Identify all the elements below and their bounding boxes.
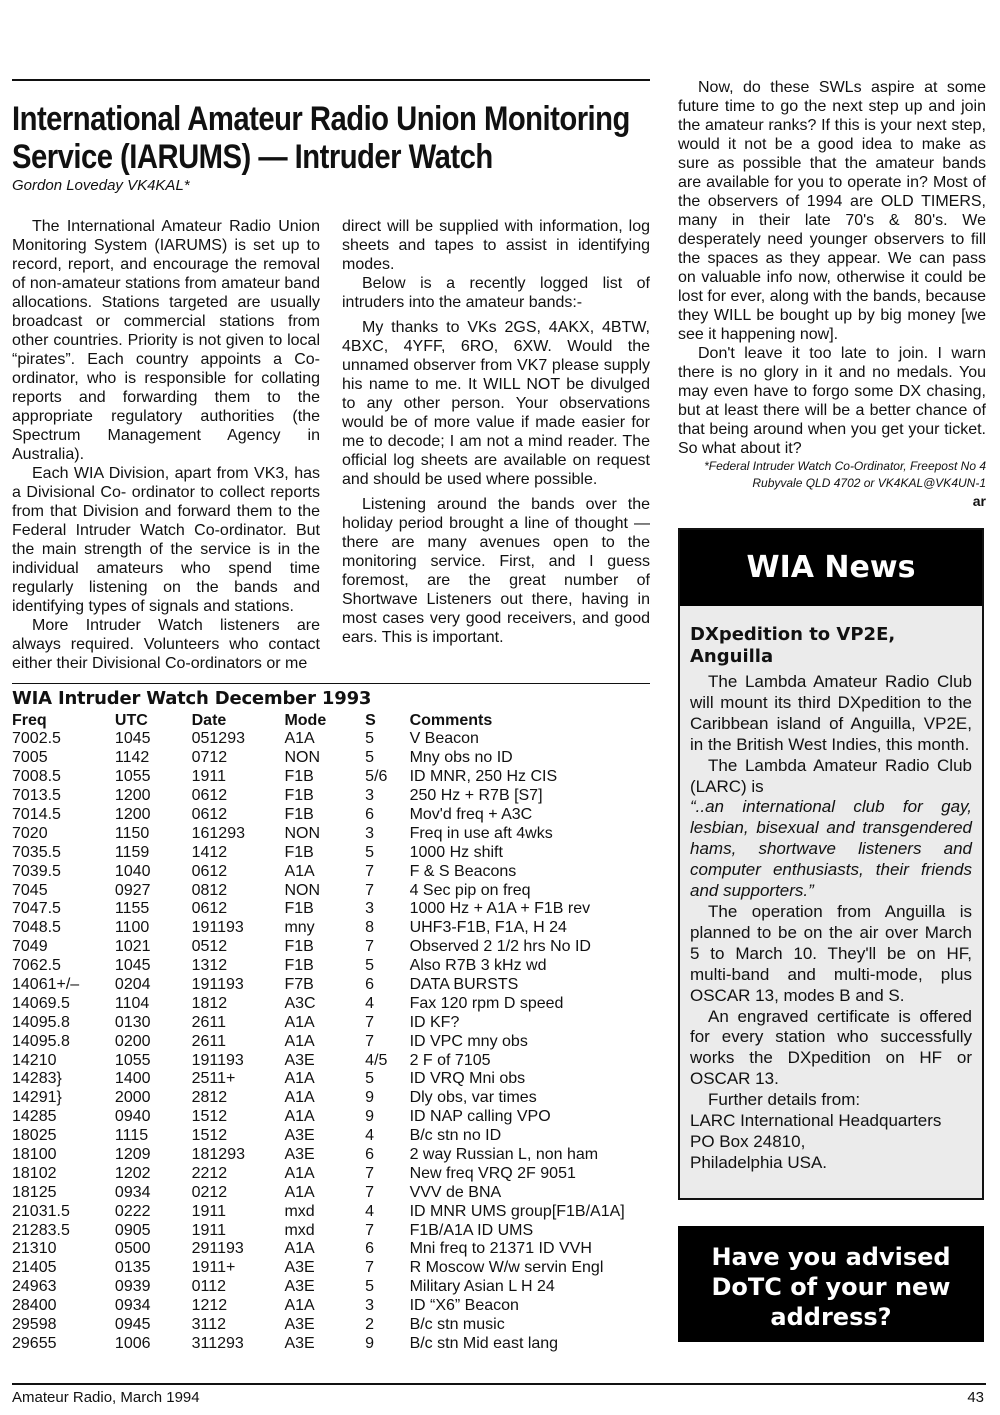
address-line: LARC International Headquarters: [690, 1111, 942, 1131]
cell-date: 0512: [191, 938, 228, 956]
news-headline-line2: Anguilla: [690, 646, 774, 667]
cell-freq: 14291}: [12, 1089, 62, 1107]
cell-mode: mny: [284, 919, 315, 937]
article-column-2: [342, 217, 650, 647]
cell-s: 3: [365, 900, 375, 918]
cell-utc: 1021: [114, 938, 151, 956]
table-row: [12, 1335, 672, 1354]
footer-rule: [12, 1383, 986, 1385]
cell-comments: Mny obs no ID: [409, 749, 513, 767]
news-header: WIA News: [680, 530, 982, 606]
cell-comments: 1000 Hz shift: [409, 843, 503, 861]
cell-s: 7: [365, 1259, 375, 1277]
cell-mode: F7B: [284, 976, 314, 994]
cell-mode: A1A: [284, 1032, 315, 1050]
cell-mode: A3E: [284, 1316, 315, 1334]
cell-date: 291193: [191, 1240, 244, 1258]
cell-comments: Mov'd freq + A3C: [409, 806, 533, 823]
cell-date: 1212: [191, 1297, 228, 1315]
cell-comments: Mni freq to 21371 ID VVH: [409, 1240, 592, 1258]
cell-mode: A1A: [284, 1013, 315, 1031]
cell-utc: 1155: [114, 900, 150, 918]
cell-mode: NON: [284, 881, 321, 899]
cell-utc: 1006: [114, 1334, 151, 1352]
cell-mode: A1A: [284, 730, 315, 748]
cell-date: 1512: [191, 1127, 228, 1145]
cell-utc: 0940: [114, 1108, 151, 1126]
cell-utc: 1045: [114, 957, 151, 975]
cell-comments: Also R7B 3 kHz wd: [409, 957, 547, 975]
cell-s: 7: [365, 1013, 375, 1031]
cell-comments: ID MNR, 250 Hz CIS: [409, 768, 558, 786]
cell-comments: ID KF?: [409, 1013, 460, 1031]
address-line: Philadelphia USA.: [690, 1152, 828, 1172]
table-row: [12, 1221, 672, 1240]
address-change-notice: [678, 1226, 984, 1342]
cell-date: 0212: [191, 1183, 228, 1201]
paragraph: direct will be supplied with information, log sheets and tapes to assist in identifying modes.: [342, 218, 650, 273]
cell-s: 3: [365, 787, 375, 805]
cell-comments: UHF3-F1B, F1A, H 24: [409, 919, 567, 937]
cell-s: 6: [365, 1146, 375, 1164]
table-row: [12, 976, 672, 995]
cell-comments: ID VRQ Mni obs: [409, 1070, 526, 1088]
cell-mode: F1B: [284, 938, 314, 956]
cell-mode: mxd: [284, 1221, 315, 1239]
cell-date: 1312: [191, 957, 228, 975]
paragraph: My thanks to VKs 2GS, 4AKX, 4BTW, 4BXC, 4YFF, 6RO, 6XW. Would the unnamed observer from VK7 please supply his name to me. It WILL NOT be divulged to any other person. Your observations would be of more value if made easier for me to decode; I am not a mind reader. The official log sheets are available on request and should be used where possible.: [342, 319, 650, 488]
table-row: [12, 1051, 672, 1070]
cell-mode: F1B: [284, 957, 314, 975]
cell-utc: 1209: [114, 1146, 151, 1164]
cell-mode: A3C: [284, 994, 316, 1012]
cell-comments: ID NAP calling VPO: [409, 1108, 551, 1126]
paragraph: An engraved certificate is offered for every station who successfully works the DXpedition on HF or OSCAR 13.: [690, 1006, 972, 1089]
table-row: [12, 1297, 672, 1316]
table-row: [12, 862, 672, 881]
table-row: [12, 1240, 672, 1259]
cell-freq: 18102: [12, 1164, 57, 1182]
cell-date: 2212: [191, 1164, 228, 1182]
cell-utc: 0130: [114, 1013, 151, 1031]
quote: “..an international club for gay, lesbian, bisexual and transgendered hams, shortwave listeners and computer enthusiasts, their friends and supporters.”: [690, 797, 972, 901]
cell-comments: 2 F of 7105: [409, 1051, 491, 1069]
cell-date: 2611: [191, 1032, 227, 1050]
cell-s: 6: [365, 976, 375, 994]
cell-freq: 7008.5: [12, 768, 61, 786]
table-row: [12, 1202, 672, 1221]
cell-date: 1911: [191, 1202, 227, 1220]
cell-freq: 21283.5: [12, 1221, 70, 1239]
cell-date: 191193: [191, 976, 244, 994]
cell-freq: 7047.5: [12, 900, 61, 918]
cell-utc: 0500: [114, 1240, 151, 1258]
cell-mode: A1A: [284, 1240, 315, 1258]
cell-s: 9: [365, 1089, 375, 1107]
cell-freq: 14210: [12, 1051, 57, 1069]
cell-date: 1812: [191, 994, 228, 1012]
cell-s: 9: [365, 1334, 375, 1352]
table-row: [12, 1127, 672, 1146]
table-row: [12, 1278, 672, 1297]
cell-date: 051293: [191, 730, 245, 748]
article-author: Gordon Loveday VK4KAL*: [12, 177, 190, 194]
cell-freq: 14095.8: [12, 1013, 70, 1031]
cell-date: 1512: [191, 1108, 228, 1126]
notice-line3: address?: [770, 1303, 892, 1331]
table-row: [12, 749, 672, 768]
cell-freq: 14283}: [12, 1070, 62, 1088]
cell-mode: F1B: [284, 768, 314, 786]
table-row: [12, 768, 672, 787]
cell-mode: A3E: [284, 1259, 315, 1277]
cell-comments: V Beacon: [409, 730, 479, 748]
cell-freq: 14061+/–: [12, 976, 80, 994]
cell-s: 6: [365, 1240, 375, 1258]
paragraph: The operation from Anguilla is planned to be on the air over March 5 to March 10. They'll be on HF, multi-band and multi-mode, plus OSCAR 13, modes B and S.: [690, 901, 972, 1005]
cell-freq: 7049: [12, 938, 48, 956]
cell-s: 4/5: [365, 1051, 388, 1069]
cell-s: 8: [365, 919, 375, 937]
news-headline-line1: DXpedition to VP2E,: [690, 624, 896, 645]
cell-freq: 21310: [12, 1240, 57, 1258]
cell-freq: 29655: [12, 1334, 57, 1352]
cell-utc: 1055: [114, 768, 151, 786]
table-row: [12, 1146, 672, 1165]
page-number: 43: [967, 1389, 984, 1406]
paragraph: The Lambda Amateur Radio Club will mount its third DXpedition to the Caribbean island of Anguilla, VP2E, in the British West Indies, this month.: [690, 672, 972, 754]
cell-date: 0612: [191, 900, 228, 918]
cell-s: 5: [365, 957, 375, 975]
cell-s: 4: [365, 994, 375, 1012]
cell-s: 5: [365, 1278, 375, 1296]
cell-s: 7: [365, 938, 375, 956]
cell-date: 2511+: [191, 1070, 236, 1088]
cell-mode: A3E: [284, 1146, 315, 1164]
table-row: [12, 1259, 672, 1278]
article-title-line1: International Amateur Radio Union Monitoring: [12, 100, 630, 138]
cell-date: 161293: [191, 824, 245, 842]
table-row: [12, 1070, 672, 1089]
cell-freq: 18125: [12, 1183, 57, 1201]
paragraph: The Lambda Amateur Radio Club (LARC) is: [690, 755, 972, 796]
top-rule: [12, 79, 650, 81]
cell-utc: 1200: [114, 787, 151, 805]
cell-utc: 1400: [114, 1070, 151, 1088]
header-comments: Comments: [409, 711, 493, 729]
cell-mode: A1A: [284, 1108, 315, 1126]
paragraph: More Intruder Watch listeners are always required. Volunteers who contact either their Divisional Co-ordinators or me: [12, 617, 320, 672]
cell-mode: NON: [284, 824, 321, 842]
table-row: [12, 843, 672, 862]
cell-mode: A1A: [284, 862, 315, 880]
wia-news-box: [678, 528, 984, 1200]
cell-s: 7: [365, 1164, 375, 1182]
cell-comments: DATA BURSTS: [409, 976, 519, 994]
cell-s: 4: [365, 1202, 375, 1220]
cell-date: 1911: [191, 768, 227, 786]
cell-mode: F1B: [284, 900, 314, 918]
table-row: [12, 1316, 672, 1335]
cell-freq: 7005: [12, 749, 48, 767]
cell-comments: Freq in use aft 4wks: [409, 824, 553, 842]
cell-utc: 1200: [114, 806, 151, 823]
cell-mode: A3E: [284, 1278, 315, 1296]
cell-freq: 28400: [12, 1297, 57, 1315]
cell-freq: 14095.8: [12, 1032, 70, 1050]
cell-comments: ID “X6” Beacon: [409, 1297, 519, 1315]
header-date: Date: [191, 711, 227, 729]
cell-date: 191193: [191, 919, 244, 937]
cell-s: 7: [365, 862, 375, 880]
cell-utc: 1202: [114, 1164, 151, 1182]
log-title: WIA Intruder Watch December 1993: [12, 688, 372, 709]
cell-comments: 1000 Hz + A1A + F1B rev: [409, 900, 591, 918]
cell-freq: 7014.5: [12, 806, 61, 823]
cell-s: 7: [365, 1221, 375, 1239]
cell-utc: 1159: [114, 843, 150, 861]
cell-s: 7: [365, 881, 375, 899]
cell-freq: 7020: [12, 824, 48, 842]
cell-s: 3: [365, 824, 375, 842]
footer-publication: Amateur Radio, March 1994: [12, 1389, 200, 1406]
cell-freq: 21405: [12, 1259, 57, 1277]
cell-s: 7: [365, 1183, 375, 1201]
cell-date: 2611: [191, 1013, 227, 1031]
notice-line1: Have you advised: [711, 1243, 951, 1271]
cell-date: 1412: [191, 843, 228, 861]
table-row: [12, 806, 672, 825]
paragraph: Don't leave it too late to join. I warn there is no glory in it and no medals. You may even have to forgo some DX chasing, but at least there will be a better chance of that being around when you get your ticket. So what about it?: [678, 345, 986, 457]
cell-comments: ID VPC mny obs: [409, 1032, 528, 1050]
article-column-1: [12, 217, 320, 673]
cell-s: 5: [365, 749, 375, 767]
cell-comments: R Moscow W/w servin Engl: [409, 1259, 604, 1277]
cell-utc: 1115: [114, 1127, 149, 1145]
cell-utc: 0135: [114, 1259, 151, 1277]
table-header-row: [12, 711, 672, 730]
cell-date: 0612: [191, 862, 228, 880]
cell-mode: A1A: [284, 1164, 315, 1182]
cell-utc: 0939: [114, 1278, 151, 1296]
table-row: [12, 787, 672, 806]
cell-freq: 14285: [12, 1108, 57, 1126]
table-row: [12, 994, 672, 1013]
cell-utc: 1150: [114, 824, 150, 842]
cell-s: 7: [365, 1032, 375, 1050]
paragraph: Further details from:: [708, 1090, 861, 1110]
cell-comments: 4 Sec pip on freq: [409, 881, 531, 899]
cell-utc: 1100: [114, 919, 150, 937]
address-line: PO Box 24810,: [690, 1131, 806, 1151]
cell-mode: NON: [284, 749, 321, 767]
cell-s: 5: [365, 730, 375, 748]
cell-mode: A1A: [284, 1183, 315, 1201]
cell-date: 0812: [191, 881, 228, 899]
cell-freq: 24963: [12, 1278, 57, 1296]
cell-comments: B/c stn no ID: [409, 1127, 502, 1145]
cell-date: 181293: [191, 1146, 245, 1164]
table-row: [12, 957, 672, 976]
cell-comments: B/c stn Mid east lang: [409, 1334, 559, 1352]
cell-utc: 2000: [114, 1089, 151, 1107]
cell-freq: 7048.5: [12, 919, 61, 937]
cell-s: 2: [365, 1316, 375, 1334]
cell-comments: VVV de BNA: [409, 1183, 502, 1201]
cell-utc: 0905: [114, 1221, 151, 1239]
cell-mode: mxd: [284, 1202, 315, 1220]
cell-freq: 7002.5: [12, 730, 61, 748]
table-row: [12, 730, 672, 749]
cell-utc: 0934: [114, 1183, 151, 1201]
cell-comments: New freq VRQ 2F 9051: [409, 1164, 576, 1182]
cell-comments: Military Asian L H 24: [409, 1278, 555, 1296]
table-row: [12, 1164, 672, 1183]
table-row: [12, 1013, 672, 1032]
cell-comments: F1B/A1A ID UMS: [409, 1221, 534, 1239]
footnote-line2: Rubyvale QLD 4702 or VK4KAL@VK4UN-1: [752, 476, 986, 490]
cell-mode: A3E: [284, 1051, 315, 1069]
table-row: [12, 919, 672, 938]
cell-freq: 21031.5: [12, 1202, 70, 1220]
cell-date: 311293: [191, 1334, 244, 1352]
news-headline: [690, 624, 972, 668]
cell-utc: 0934: [114, 1297, 151, 1315]
cell-s: 5: [365, 843, 375, 861]
cell-date: 1911+: [191, 1259, 236, 1277]
header-s: S: [365, 711, 376, 729]
cell-comments: Observed 2 1/2 hrs No ID: [409, 938, 591, 956]
cell-utc: 0927: [114, 881, 151, 899]
table-row: [12, 1108, 672, 1127]
cell-utc: 1142: [114, 749, 150, 767]
cell-s: 6: [365, 806, 375, 823]
cell-date: 2812: [191, 1089, 228, 1107]
log-rule: [12, 683, 650, 684]
cell-freq: 7013.5: [12, 787, 61, 805]
paragraph: Listening around the bands over the holiday period brought a line of thought — there are many avenues open to the monitoring service. First, and I guess foremost, are the great number of Shortwave Listeners out there, having in most cases very good receivers, and good ears. This is important.: [342, 496, 650, 646]
cell-mode: F1B: [284, 806, 314, 823]
article-title: [12, 100, 630, 176]
cell-comments: 250 Hz + R7B [S7]: [409, 787, 543, 805]
notice-line2: DoTC of your new: [711, 1273, 951, 1301]
table-row: [12, 900, 672, 919]
cell-comments: ID MNR UMS group[F1B/A1A]: [409, 1202, 625, 1220]
cell-s: 5/6: [365, 768, 388, 786]
cell-date: 1911: [191, 1221, 227, 1239]
cell-date: 3112: [191, 1316, 227, 1334]
table-row: [12, 824, 672, 843]
header-freq: Freq: [12, 711, 47, 729]
cell-mode: F1B: [284, 843, 314, 861]
cell-date: 0112: [191, 1278, 227, 1296]
cell-mode: A1A: [284, 1089, 315, 1107]
end-mark: ar: [972, 493, 986, 509]
cell-s: 3: [365, 1297, 375, 1315]
paragraph: Below is a recently logged list of intruders into the amateur bands:-: [342, 275, 650, 311]
cell-s: 4: [365, 1127, 375, 1145]
cell-freq: 14069.5: [12, 994, 70, 1012]
cell-freq: 7035.5: [12, 843, 61, 861]
cell-utc: 0945: [114, 1316, 151, 1334]
table-row: [12, 881, 672, 900]
table-row: [12, 1183, 672, 1202]
cell-freq: 18025: [12, 1127, 57, 1145]
cell-mode: A1A: [284, 1297, 315, 1315]
cell-comments: B/c stn music: [409, 1316, 505, 1334]
cell-comments: Fax 120 rpm D speed: [409, 994, 564, 1012]
cell-utc: 1055: [114, 1051, 151, 1069]
cell-mode: A1A: [284, 1070, 315, 1088]
table-row: [12, 1089, 672, 1108]
cell-freq: 7039.5: [12, 862, 61, 880]
table-row: [12, 938, 672, 957]
paragraph: Each WIA Division, apart from VK3, has a Divisional Co- ordinator to collect reports from that Division and forward them to the Federal Intruder Watch Co-ordinator. But the main strength of the service is in the individual amateurs who spend time regularly listening on the bands and identifying types of signals and stations.: [12, 465, 320, 615]
cell-date: 0712: [191, 749, 228, 767]
news-body: [680, 606, 982, 1174]
header-utc: UTC: [114, 711, 148, 729]
cell-mode: A3E: [284, 1127, 315, 1145]
cell-date: 0612: [191, 787, 228, 805]
cell-utc: 0204: [114, 976, 151, 994]
paragraph: Now, do these SWLs aspire at some future time to go the next step up and join the amateur ranks? If this is your next step, would it not be a good idea to make as sure as possible that the amateur bands are available for you to operate in? Most of the observers of 1994 are OLD TIMERS, many in their late 70's & 80's. We desperately need younger observers to fill the spaces as they appear. We can pass on valuable info now, otherwise it could be lost for ever, along with the bands, because they WILL be bought up by big money [we see it happening now].: [678, 79, 986, 343]
cell-freq: 7045: [12, 881, 48, 899]
cell-utc: 1040: [114, 862, 151, 880]
article-column-3: [678, 78, 986, 511]
intruder-log-table: [12, 711, 672, 1353]
cell-utc: 0200: [114, 1032, 151, 1050]
cell-comments: 2 way Russian L, non ham: [409, 1146, 599, 1164]
cell-utc: 1104: [114, 994, 150, 1012]
cell-date: 191193: [191, 1051, 244, 1069]
cell-mode: A3E: [284, 1334, 315, 1352]
cell-utc: 1045: [114, 730, 151, 748]
cell-s: 5: [365, 1070, 375, 1088]
cell-freq: 29598: [12, 1316, 57, 1334]
cell-mode: F1B: [284, 787, 314, 805]
cell-comments: F & S Beacons: [409, 862, 517, 880]
cell-utc: 0222: [114, 1202, 151, 1220]
footnote-line1: *Federal Intruder Watch Co-Ordinator, Freepost No 4: [704, 459, 986, 473]
paragraph: The International Amateur Radio Union Monitoring System (IARUMS) is set up to record, report, and encourage the removal of non-amateur stations from amateur band allocations. Stations targeted are usually broadcast or commercial stations from other countries. Priority is not given to local “pirates”. Each country appoints a Co-ordinator, who is responsible for collating reports and forwarding them to the appropriate regulatory authorities (the Spectrum Management Agency in Australia).: [12, 218, 320, 463]
article-title-line2: Service (IARUMS) — Intruder Watch: [12, 138, 493, 176]
cell-s: 9: [365, 1108, 375, 1126]
cell-freq: 7062.5: [12, 957, 61, 975]
cell-freq: 18100: [12, 1146, 57, 1164]
table-row: [12, 1032, 672, 1051]
cell-date: 0612: [191, 806, 228, 823]
header-mode: Mode: [284, 711, 327, 729]
cell-comments: Dly obs, var times: [409, 1089, 537, 1107]
